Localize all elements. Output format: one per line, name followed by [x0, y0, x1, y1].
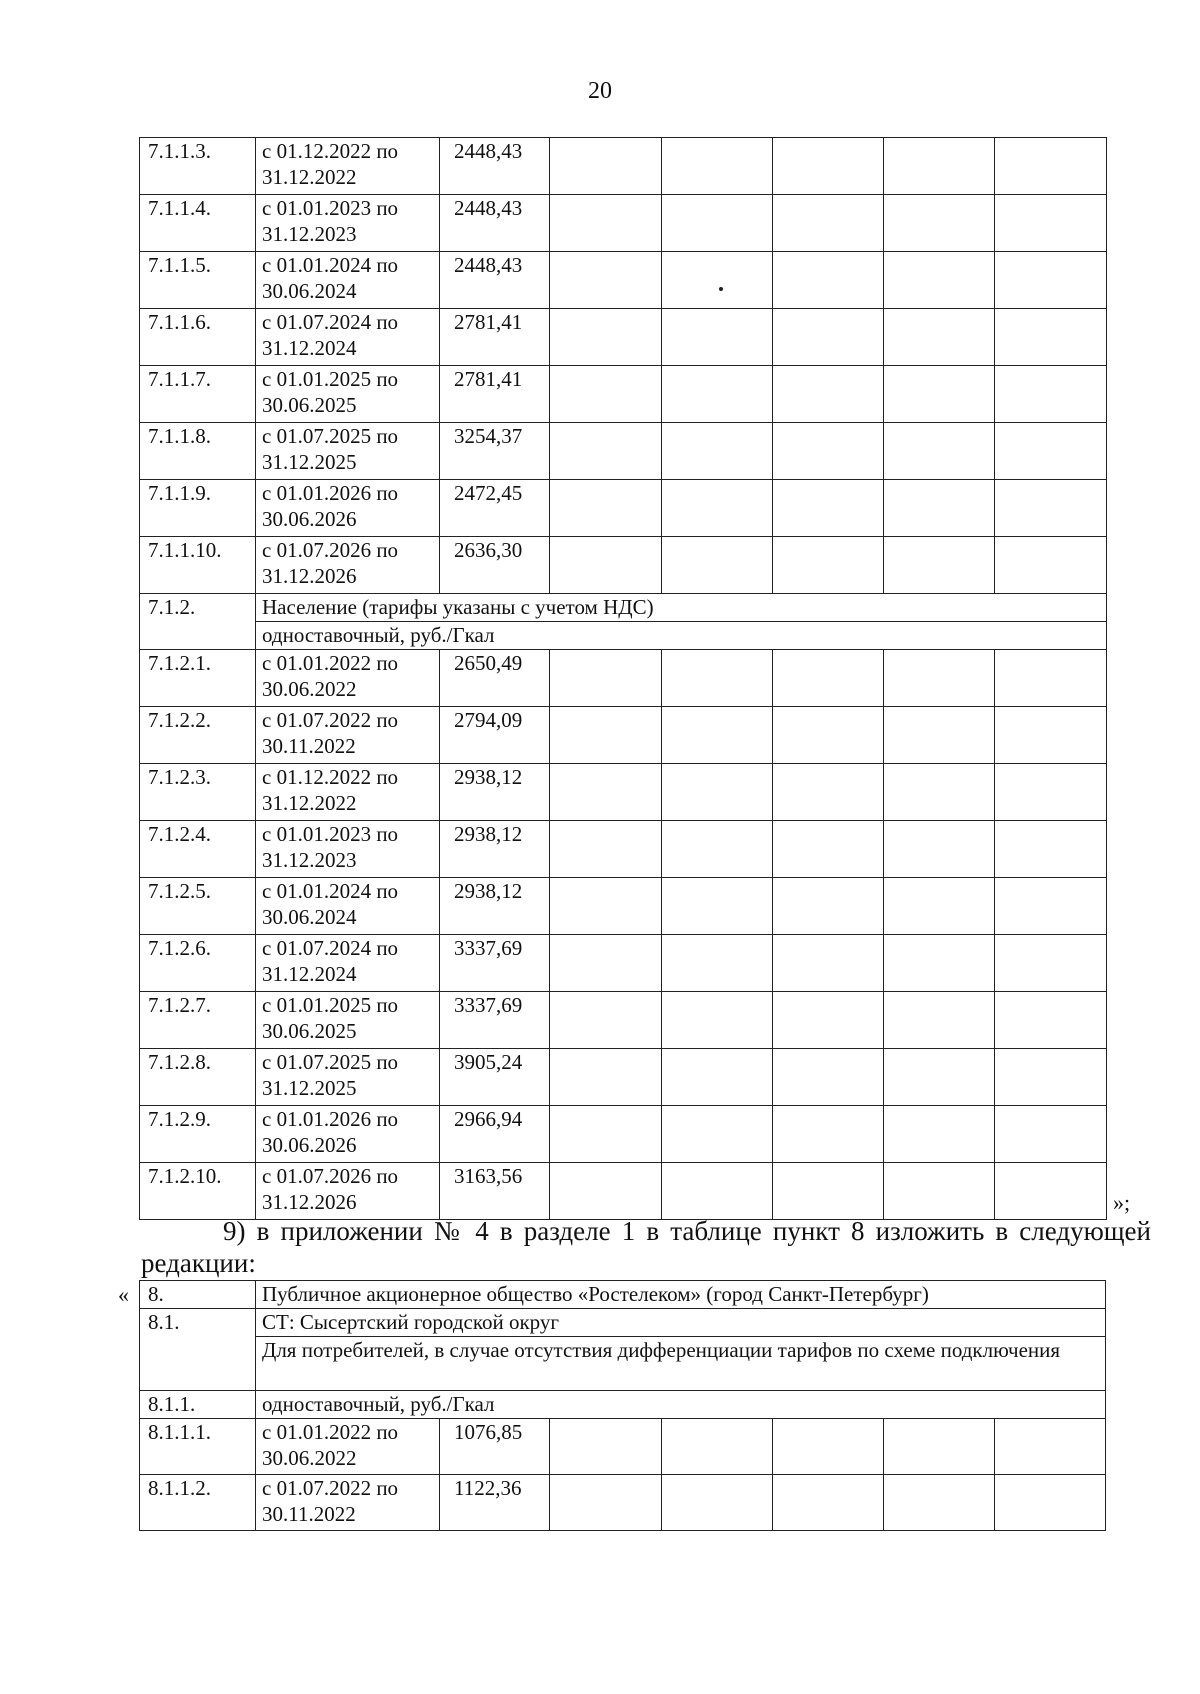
- empty-cell: [550, 480, 662, 537]
- empty-cell: [995, 1419, 1106, 1475]
- amendment-paragraph: 9) в приложении № 4 в разделе 1 в таблице пункт 8 изложить в следующей редакции:: [141, 1216, 1151, 1278]
- empty-cell: [662, 1163, 773, 1220]
- empty-cell: [884, 423, 995, 480]
- empty-cell: [773, 1419, 884, 1475]
- empty-cell: [662, 1049, 773, 1106]
- empty-cell: [884, 480, 995, 537]
- empty-cell: [550, 935, 662, 992]
- table-row: [140, 821, 1107, 878]
- period-start: с 01.12.2022 по: [262, 765, 399, 789]
- empty-cell: [773, 423, 884, 480]
- row-code: 7.1.2.10.: [140, 1163, 256, 1220]
- empty-cell: [995, 650, 1107, 707]
- empty-cell: [662, 366, 773, 423]
- period-end: 31.12.2023: [262, 222, 357, 246]
- row-code: 7.1.1.4.: [140, 195, 256, 252]
- empty-cell: [995, 1106, 1107, 1163]
- row-code: 7.1.1.10.: [140, 537, 256, 594]
- row-period: [256, 1163, 440, 1220]
- row-code: 7.1.1.6.: [140, 309, 256, 366]
- row-period: [256, 309, 440, 366]
- empty-cell: [884, 1475, 995, 1531]
- row-value: 2938,12: [440, 821, 550, 878]
- empty-cell: [995, 878, 1107, 935]
- period-start: с 01.07.2026 по: [262, 538, 399, 562]
- empty-cell: [662, 821, 773, 878]
- consumers-row: [140, 1337, 1106, 1391]
- empty-cell: [662, 423, 773, 480]
- period-start: с 01.01.2025 по: [262, 993, 399, 1017]
- row-value: 2781,41: [440, 309, 550, 366]
- period-end: 30.11.2022: [262, 1502, 356, 1526]
- empty-cell: [995, 195, 1107, 252]
- empty-cell: [884, 252, 995, 309]
- empty-cell: [995, 1163, 1107, 1220]
- period-start: с 01.07.2025 по: [262, 424, 399, 448]
- table-row: [140, 309, 1107, 366]
- period-end: 31.12.2024: [262, 336, 357, 360]
- period-end: 31.12.2023: [262, 848, 357, 872]
- row-period: [256, 366, 440, 423]
- empty-cell: [662, 878, 773, 935]
- empty-cell: [662, 309, 773, 366]
- empty-cell: [550, 1475, 662, 1531]
- period-start: с 01.01.2022 по: [262, 1420, 399, 1444]
- table-row: [140, 1475, 1106, 1531]
- empty-cell: [773, 537, 884, 594]
- table-row: [140, 366, 1107, 423]
- period-start: с 01.07.2022 по: [262, 708, 399, 732]
- empty-cell: [995, 821, 1107, 878]
- empty-cell: [773, 764, 884, 821]
- period-end: 30.06.2022: [262, 677, 357, 701]
- table-row: [140, 878, 1107, 935]
- row-value: 1122,36: [440, 1475, 550, 1531]
- empty-cell: [995, 309, 1107, 366]
- row-code: 7.1.1.7.: [140, 366, 256, 423]
- table-row: [140, 764, 1107, 821]
- empty-cell: [995, 1475, 1106, 1531]
- empty-cell: [884, 707, 995, 764]
- empty-cell: [662, 707, 773, 764]
- row-value: 3254,37: [440, 423, 550, 480]
- row-code: 7.1.2.6.: [140, 935, 256, 992]
- period-end: 30.06.2024: [262, 279, 357, 303]
- empty-cell: [995, 992, 1107, 1049]
- area-code: 8.1.: [140, 1309, 256, 1391]
- row-code: 7.1.2.2.: [140, 707, 256, 764]
- empty-cell: [995, 252, 1107, 309]
- rate-row: [140, 1391, 1106, 1419]
- row-value: 3905,24: [440, 1049, 550, 1106]
- empty-cell: [884, 366, 995, 423]
- row-value: 2650,49: [440, 650, 550, 707]
- table-row: [140, 138, 1107, 195]
- row-period: [256, 252, 440, 309]
- empty-cell: [884, 138, 995, 195]
- empty-cell: [884, 878, 995, 935]
- empty-cell: [884, 195, 995, 252]
- period-start: с 01.01.2024 по: [262, 879, 399, 903]
- empty-cell: [995, 423, 1107, 480]
- empty-cell: [662, 480, 773, 537]
- row-period: [256, 878, 440, 935]
- row-period: [256, 537, 440, 594]
- empty-cell: [884, 309, 995, 366]
- table-row: [140, 935, 1107, 992]
- period-end: 31.12.2026: [262, 1190, 357, 1214]
- table-row: [140, 707, 1107, 764]
- table-row: [140, 992, 1107, 1049]
- empty-cell: [884, 1049, 995, 1106]
- row-period: [256, 195, 440, 252]
- period-end: 30.06.2025: [262, 393, 357, 417]
- period-end: 31.12.2025: [262, 450, 357, 474]
- row-period: [256, 1106, 440, 1163]
- empty-cell: [550, 138, 662, 195]
- row-value: 3163,56: [440, 1163, 550, 1220]
- period-start: с 01.12.2022 по: [262, 139, 399, 163]
- row-code: 7.1.1.9.: [140, 480, 256, 537]
- period-start: с 01.07.2024 по: [262, 936, 399, 960]
- empty-cell: [773, 366, 884, 423]
- period-start: с 01.01.2023 по: [262, 196, 399, 220]
- empty-cell: [662, 252, 773, 309]
- row-code: 7.1.1.3.: [140, 138, 256, 195]
- org-row: [140, 1281, 1106, 1309]
- table-row: [140, 650, 1107, 707]
- row-value: 2448,43: [440, 195, 550, 252]
- empty-cell: [773, 195, 884, 252]
- empty-cell: [662, 764, 773, 821]
- row-period: [256, 138, 440, 195]
- period-start: с 01.07.2026 по: [262, 1164, 399, 1188]
- table-row: [140, 423, 1107, 480]
- table-row: [140, 1419, 1106, 1475]
- rate-code: 8.1.1.: [140, 1391, 256, 1419]
- period-end: 31.12.2026: [262, 564, 357, 588]
- empty-cell: [995, 138, 1107, 195]
- row-code: 7.1.2.5.: [140, 878, 256, 935]
- tariff-table-rostelecom: [139, 1280, 1106, 1531]
- empty-cell: [773, 1475, 884, 1531]
- empty-cell: [773, 1049, 884, 1106]
- stray-dot: [719, 287, 723, 291]
- table-row: [140, 1106, 1107, 1163]
- empty-cell: [995, 764, 1107, 821]
- empty-cell: [550, 764, 662, 821]
- period-end: 30.06.2025: [262, 1019, 357, 1043]
- period-start: с 01.01.2024 по: [262, 253, 399, 277]
- period-start: с 01.07.2022 по: [262, 1476, 399, 1500]
- empty-cell: [773, 878, 884, 935]
- row-period: [256, 650, 440, 707]
- empty-cell: [550, 1163, 662, 1220]
- row-value: 3337,69: [440, 935, 550, 992]
- empty-cell: [884, 1163, 995, 1220]
- empty-cell: [773, 480, 884, 537]
- period-end: 30.06.2024: [262, 905, 357, 929]
- table-row: [140, 480, 1107, 537]
- empty-cell: [773, 650, 884, 707]
- empty-cell: [995, 707, 1107, 764]
- period-start: с 01.07.2025 по: [262, 1050, 399, 1074]
- row-value: 2938,12: [440, 764, 550, 821]
- row-value: 2472,45: [440, 480, 550, 537]
- period-start: с 01.07.2024 по: [262, 310, 399, 334]
- empty-cell: [773, 821, 884, 878]
- empty-cell: [884, 537, 995, 594]
- row-code: 8.1.1.2.: [140, 1475, 256, 1531]
- empty-cell: [884, 935, 995, 992]
- table-row: [140, 1049, 1107, 1106]
- empty-cell: [884, 1419, 995, 1475]
- period-start: с 01.01.2026 по: [262, 1107, 399, 1131]
- section-row: [140, 594, 1107, 622]
- period-end: 31.12.2022: [262, 791, 357, 815]
- row-code: 7.1.2.7.: [140, 992, 256, 1049]
- row-value: 2448,43: [440, 138, 550, 195]
- empty-cell: [773, 252, 884, 309]
- opening-quote: «: [118, 1282, 129, 1307]
- empty-cell: [995, 935, 1107, 992]
- period-start: с 01.01.2025 по: [262, 367, 399, 391]
- empty-cell: [884, 821, 995, 878]
- empty-cell: [550, 252, 662, 309]
- empty-cell: [773, 707, 884, 764]
- empty-cell: [550, 707, 662, 764]
- rate-name: одноставочный, руб./Гкал: [256, 1391, 1106, 1419]
- closing-quote: »;: [1113, 1190, 1131, 1215]
- empty-cell: [662, 1419, 773, 1475]
- empty-cell: [550, 821, 662, 878]
- row-value: 2636,30: [440, 537, 550, 594]
- empty-cell: [662, 537, 773, 594]
- empty-cell: [773, 138, 884, 195]
- empty-cell: [662, 650, 773, 707]
- section-title: Население (тарифы указаны с учетом НДС): [256, 594, 1107, 622]
- empty-cell: [662, 1106, 773, 1163]
- row-period: [256, 1475, 440, 1531]
- empty-cell: [995, 537, 1107, 594]
- row-code: 8.1.1.1.: [140, 1419, 256, 1475]
- empty-cell: [662, 935, 773, 992]
- table-row: [140, 1163, 1107, 1220]
- org-name: Публичное акционерное общество «Ростелеком» (город Санкт-Петербург): [256, 1281, 1106, 1309]
- empty-cell: [662, 195, 773, 252]
- empty-cell: [995, 366, 1107, 423]
- empty-cell: [550, 1049, 662, 1106]
- empty-cell: [884, 1106, 995, 1163]
- row-code: 7.1.2.9.: [140, 1106, 256, 1163]
- area-row: [140, 1309, 1106, 1337]
- period-end: 31.12.2022: [262, 165, 357, 189]
- row-code: 7.1.2.8.: [140, 1049, 256, 1106]
- row-value: 1076,85: [440, 1419, 550, 1475]
- empty-cell: [550, 423, 662, 480]
- row-period: [256, 992, 440, 1049]
- table-row: [140, 537, 1107, 594]
- row-code: 7.1.2.1.: [140, 650, 256, 707]
- row-value: 2966,94: [440, 1106, 550, 1163]
- period-end: 30.06.2022: [262, 1446, 357, 1470]
- empty-cell: [773, 935, 884, 992]
- area-name: СТ: Сысертский городской округ: [256, 1309, 1106, 1337]
- period-start: с 01.01.2022 по: [262, 651, 399, 675]
- period-end: 30.11.2022: [262, 734, 356, 758]
- empty-cell: [662, 992, 773, 1049]
- empty-cell: [662, 138, 773, 195]
- period-end: 30.06.2026: [262, 1133, 357, 1157]
- empty-cell: [550, 309, 662, 366]
- period-end: 31.12.2025: [262, 1076, 357, 1100]
- empty-cell: [773, 309, 884, 366]
- period-start: с 01.01.2023 по: [262, 822, 399, 846]
- row-value: 3337,69: [440, 992, 550, 1049]
- row-value: 2794,09: [440, 707, 550, 764]
- section-subtitle: одноставочный, руб./Гкал: [256, 622, 1107, 650]
- empty-cell: [995, 1049, 1107, 1106]
- page-number: 20: [588, 78, 612, 104]
- row-code: 7.1.1.8.: [140, 423, 256, 480]
- period-start: с 01.01.2026 по: [262, 481, 399, 505]
- row-period: [256, 423, 440, 480]
- empty-cell: [550, 366, 662, 423]
- table-row: [140, 252, 1107, 309]
- section-subtitle-row: [140, 622, 1107, 650]
- empty-cell: [550, 650, 662, 707]
- row-value: 2938,12: [440, 878, 550, 935]
- empty-cell: [550, 992, 662, 1049]
- row-code: 7.1.1.5.: [140, 252, 256, 309]
- empty-cell: [884, 650, 995, 707]
- row-period: [256, 707, 440, 764]
- empty-cell: [884, 764, 995, 821]
- period-end: 31.12.2024: [262, 962, 357, 986]
- empty-cell: [550, 537, 662, 594]
- consumers-note: Для потребителей, в случае отсутствия дифференциации тарифов по схеме подключения: [256, 1337, 1106, 1391]
- empty-cell: [995, 480, 1107, 537]
- period-end: 30.06.2026: [262, 507, 357, 531]
- empty-cell: [550, 1106, 662, 1163]
- row-value: 2781,41: [440, 366, 550, 423]
- empty-cell: [884, 992, 995, 1049]
- empty-cell: [550, 195, 662, 252]
- row-period: [256, 935, 440, 992]
- row-period: [256, 1419, 440, 1475]
- row-code: 7.1.2.3.: [140, 764, 256, 821]
- empty-cell: [550, 878, 662, 935]
- tariff-table-population: [139, 137, 1107, 1220]
- row-period: [256, 764, 440, 821]
- row-period: [256, 1049, 440, 1106]
- empty-cell: [662, 1475, 773, 1531]
- row-value: 2448,43: [440, 252, 550, 309]
- row-period: [256, 480, 440, 537]
- section-code: 7.1.2.: [140, 594, 256, 650]
- empty-cell: [550, 1419, 662, 1475]
- empty-cell: [773, 992, 884, 1049]
- table-row: [140, 195, 1107, 252]
- row-code: 7.1.2.4.: [140, 821, 256, 878]
- empty-cell: [773, 1163, 884, 1220]
- empty-cell: [773, 1106, 884, 1163]
- row-period: [256, 821, 440, 878]
- org-code: 8.: [140, 1281, 256, 1309]
